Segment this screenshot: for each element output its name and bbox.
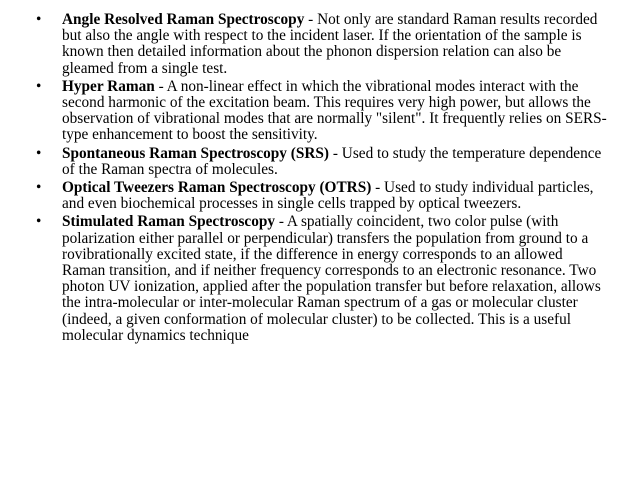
bullet-icon: •	[36, 213, 42, 231]
term-heading: Angle Resolved Raman Spectroscopy	[62, 11, 305, 28]
list-item-angle-resolved-raman	[36, 12, 608, 77]
term-heading: Spontaneous Raman Spectroscopy (SRS)	[62, 144, 330, 162]
term-description: - A spatially coincident, two color pulse (with polarization either parallel or perpendicular) transfers the population from ground to a rovibrationally excited state, if the difference in energy corresponds to an allowed Raman transition, and if neither frequency corresponds to an electronic resonance. Two photon UV ionization, applied after the population transfer but before relaxation, allows the intra-molecular or inter-molecular Raman spectrum of a gas or molecular cluster (indeed, a given conformation of molecular cluster) to be collected. This is a useful molecular dynamics technique	[62, 213, 601, 344]
list-item-optical-tweezers-raman	[36, 180, 608, 212]
bullet-icon: •	[36, 179, 42, 197]
term-heading: Hyper Raman	[62, 77, 155, 95]
list-item-stimulated-raman	[36, 214, 608, 344]
term-heading: Stimulated Raman Spectroscopy	[62, 213, 276, 231]
term-description: - Not only are standard Raman results recorded but also the angle with respect to the incident laser. If the orientation of the sample is known then detailed information about the phonon dispersion relation can also be gleamed from a single test.	[62, 11, 598, 77]
bullet-icon: •	[36, 77, 42, 95]
bullet-icon: •	[36, 11, 42, 28]
term-description: - Used to study the temperature dependence of the Raman spectra of molecules.	[62, 144, 602, 178]
term-heading: Optical Tweezers Raman Spectroscopy (OTRS)	[62, 179, 372, 197]
list-item-spontaneous-raman	[36, 146, 608, 178]
bullet-icon: •	[36, 144, 42, 162]
term-description: - Used to study individual particles, and even biochemical processes in single cells trapped by optical tweezers.	[62, 179, 594, 213]
list-item-hyper-raman	[36, 79, 608, 144]
bullet-list	[36, 12, 608, 346]
term-description: - A non-linear effect in which the vibrational modes interact with the second harmonic of the excitation beam. This requires very high power, but allows the observation of vibrational modes that are normally "silent". It frequently relies on SERS-type enhancement to boost the sensitivity.	[62, 77, 607, 144]
